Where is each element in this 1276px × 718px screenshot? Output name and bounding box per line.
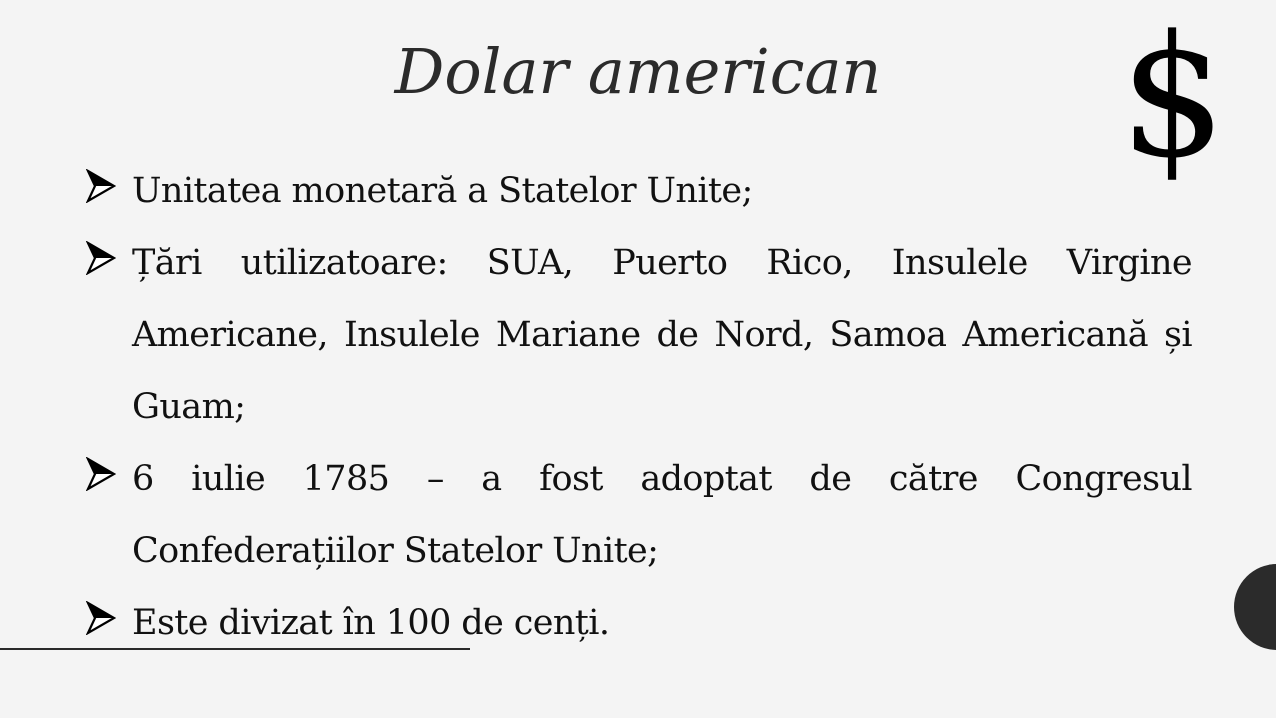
arrowhead-bullet-icon bbox=[86, 601, 116, 635]
bullet-item bbox=[86, 443, 1192, 587]
slide-title: Dolar american bbox=[394, 35, 882, 108]
bullet-item bbox=[86, 227, 1192, 443]
arrowhead-bullet-icon bbox=[86, 241, 116, 275]
decorative-circle bbox=[1234, 564, 1276, 650]
arrowhead-bullet-icon bbox=[86, 457, 116, 491]
bullet-text: Unitatea monetară a Statelor Unite; bbox=[132, 171, 753, 211]
dollar-sign-icon: $ bbox=[1119, 0, 1227, 195]
bullet-list bbox=[86, 155, 1192, 659]
bullet-text: 6 iulie 1785 – a fost adoptat de către Congresul Confederațiilor Statelor Unite; bbox=[132, 459, 1192, 571]
arrowhead-bullet-icon bbox=[86, 169, 116, 203]
bullet-item bbox=[86, 155, 1192, 227]
bullet-text: Țări utilizatoare: SUA, Puerto Rico, Insulele Virgine Americane, Insulele Mariane de Nord, Samoa Americană și Guam; bbox=[132, 243, 1192, 427]
bottom-divider-line bbox=[0, 648, 470, 650]
bullet-text: Este divizat în 100 de cenți. bbox=[132, 603, 610, 643]
